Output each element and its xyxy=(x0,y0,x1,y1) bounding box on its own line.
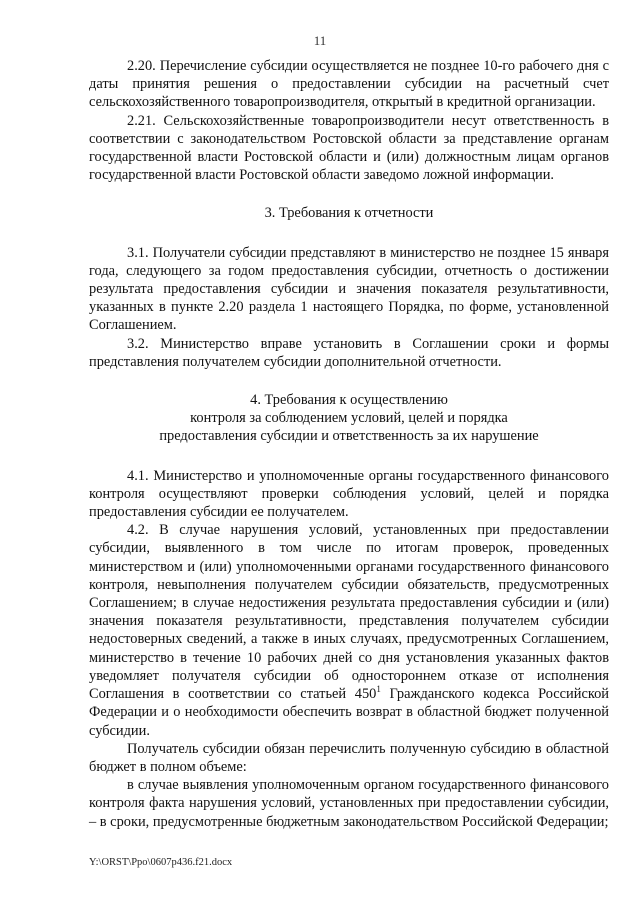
section-3-heading: 3. Требования к отчетности xyxy=(264,205,434,222)
section-4-heading-line-3: предоставления субсидии и ответственность за их нарушение xyxy=(159,428,539,445)
paragraph-4-1: 4.1. Министерство и уполномоченные органы государственного финансового контроля осуществляют проверки соблюдения условий, целей и порядка предоставления субсидии ее получателем. xyxy=(89,467,609,521)
paragraph-3-2: 3.2. Министерство вправе установить в Соглашении сроки и формы представления получателем субсидии дополнительной отчетности. xyxy=(89,335,609,370)
footer-file-path: Y:\ORST\Ppo\0607p436.f21.docx xyxy=(89,857,233,868)
paragraph-2-20: 2.20. Перечисление субсидии осуществляется не позднее 10-го рабочего дня с даты принятия решения о предоставлении субсидии на расчетный счет сельскохозяйственного товаропроизводителя, открытый в кредитной организации. xyxy=(89,58,609,111)
paragraph-3-1: 3.1. Получатели субсидии представляют в министерство не позднее 15 января года, следующего за годом предоставления субсидии, отчетность о достижении результата предоставления субсидии и значения показателя результативности, указанных в пункте 2.20 раздела 1 настоящего Порядка, по форме, установленной Соглашением. xyxy=(89,244,609,334)
paragraph-2-21: 2.21. Сельскохозяйственные товаропроизводители несут ответственность в соответствии с законодательством Ростовской области за представление органам государственной власти Ростовской области и (или) должностным лицам органов государственной власти Ростовской области заведомо ложной информации. xyxy=(89,112,609,184)
section-4-heading-line-1: 4. Требования к осуществлению xyxy=(250,392,448,409)
paragraph-case: в случае выявления уполномоченным органом государственного финансового контроля факта нарушения условий, установленных при предоставлении субсидии, – в сроки, предусмотренные бюджетным законодательством Российской Федерации; xyxy=(89,777,609,830)
paragraph-4-2-tail: Гражданского кодекса Российской Федерации и о необходимости обеспечить возврат в областной бюджет полученной субсидии. xyxy=(89,686,609,739)
section-4-heading-line-2: контроля за соблюдением условий, целей и порядка xyxy=(190,410,508,427)
page-number: 11 xyxy=(313,33,327,48)
paragraph-4-2 xyxy=(89,521,609,739)
section-4-heading xyxy=(89,391,609,446)
paragraph-obligation: Получатель субсидии обязан перечислить полученную субсидию в областной бюджет в полном объеме: xyxy=(89,740,609,775)
document-body xyxy=(89,57,609,831)
article-superscript: 1 xyxy=(376,684,381,695)
paragraph-4-2-main: 4.2. В случае нарушения условий, установленных при предоставлении субсидии, выявленного в том числе по итогам проверок, проведенных министерством и (или) уполномоченными органами государственного финансового контроля, невыполнения получателем субсидии обязательств, предусмотренных Соглашением; в случае недостижения результата предоставления субсидии и (или) значения показателя результативности, представления получателем субсидии недостоверных сведений, а также в иных случаях, предусмотренных Соглашением, министерство в течение 10 рабочих дней со дня установления указанных фактов уведомляет получателя субсидии об одностороннем отказе от исполнения Соглашения в соответствии со статьей 450 xyxy=(89,522,609,703)
